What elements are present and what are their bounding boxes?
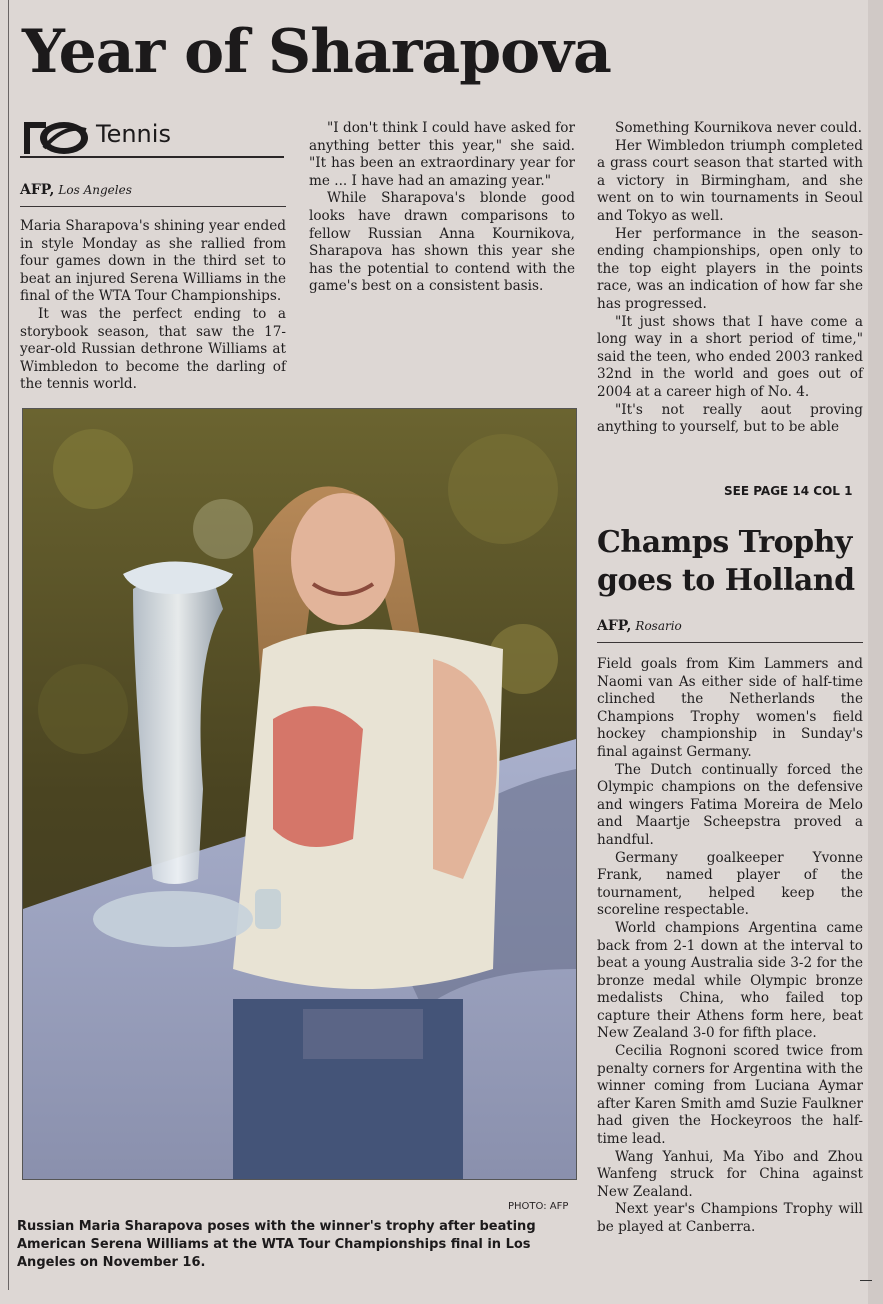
photo-caption: Russian Maria Sharapova poses with the winner's trophy after beating American Serena Williams at the WTA Tour Championships final in Los Angeles on November 16.	[17, 1219, 536, 1270]
story-paragraph: Next year's Champions Trophy will be played at Canberra.	[597, 1201, 863, 1235]
story-paragraph: While Sharapova's blonde good looks have drawn comparisons to fellow Russian Anna Kournikova, Sharapova has shown this year she has the potential to contend with the game's best on a consistent basis.	[309, 190, 575, 295]
story-paragraph: Wang Yanhui, Ma Yibo and Zhou Wanfeng struck for China against New Zealand.	[597, 1148, 863, 1200]
story-paragraph: "It just shows that I have come a long way in a short period of time," said the teen, who ended 2003 ranked 32nd in the world and goes out of 2004 at a career high of No. 4.	[597, 313, 863, 400]
dateline-agency: AFP,	[597, 618, 632, 634]
adjacent-page-bleed	[868, 0, 883, 1304]
story-paragraph: Her Wimbledon triumph completed a grass court season that started with a victory in Birmingham, and she went on to win tournaments in Seoul and Tokyo as well.	[597, 137, 863, 224]
section-tag	[20, 114, 284, 160]
story-paragraph: It was the perfect ending to a storybook season, that saw the 17-year-old Russian dethrone Williams at Wimbledon to become the darling of the tennis world.	[20, 305, 286, 393]
main-dateline	[20, 182, 132, 198]
photo-credit: PHOTO: AFP	[508, 1201, 569, 1212]
story-paragraph: World champions Argentina came back from 2-1 down at the interval to beat a young Australia side 3-2 for the bronze medal while Olympic bronze medalists China, who failed top capture their Athens form here, beat New Zealand 3-0 for fifth place.	[597, 919, 863, 1042]
dateline-place: Rosario	[635, 619, 682, 633]
photo-sharapova-trophy	[22, 408, 577, 1180]
story-paragraph: The Dutch continually forced the Olympic champions on the defensive and wingers Fatima Moreira de Melo and Maartje Scheepstra proved a handful.	[597, 761, 863, 848]
story-paragraph: "I don't think I could have asked for anything better this year," she said. "It has been an extraordinary year for me ... I have had an amazing year."	[309, 120, 575, 189]
story-paragraph: Maria Sharapova's shining year ended in style Monday as she rallied from four games down in the third set to beat an injured Serena Williams in the final of the WTA Tour Championships.	[20, 218, 286, 305]
main-headline: Year of Sharapova	[22, 17, 611, 87]
story-paragraph: Something Kournikova never could.	[615, 120, 862, 136]
tennis-logo-icon	[20, 116, 92, 156]
dateline-place: Los Angeles	[58, 183, 132, 197]
section-label: Tennis	[96, 120, 171, 148]
section-rule	[20, 156, 284, 158]
dateline-agency: AFP,	[20, 182, 55, 198]
page-edge-rule	[8, 0, 9, 1290]
story-paragraph: Germany goalkeeper Yvonne Frank, named player of the tournament, helped keep the scoreline respectable.	[597, 849, 863, 919]
story-paragraph: "It's not really aout proving anything to yourself, but to be able	[597, 401, 863, 436]
story-paragraph: Field goals from Kim Lammers and Naomi van As either side of half-time clinched the Netherlands the Champions Trophy women's field hockey championship in Sunday's final against Germany.	[597, 656, 863, 760]
jump-line: SEE PAGE 14 COL 1	[724, 484, 853, 498]
second-story-column	[597, 656, 863, 1237]
story-column-1	[20, 218, 286, 394]
story-column-2	[309, 120, 575, 296]
second-dateline-rule	[597, 642, 863, 643]
second-headline: Champs Trophy goes to Holland	[597, 525, 855, 598]
story-column-3	[597, 120, 863, 437]
photo-illustration	[23, 409, 576, 1179]
story-paragraph: Cecilia Rognoni scored twice from penalty corners for Argentina with the winner coming from Luciana Aymar after Karen Smith amd Suzie Faulkner had given the Hockeyroos the half-time lead.	[597, 1043, 863, 1148]
dateline-rule	[20, 206, 286, 207]
story-paragraph: Her performance in the season-ending championships, open only to the top eight players in the points race, was an indication of how far she has progressed.	[597, 225, 863, 312]
page-end-mark	[860, 1280, 872, 1281]
second-dateline	[597, 618, 682, 634]
